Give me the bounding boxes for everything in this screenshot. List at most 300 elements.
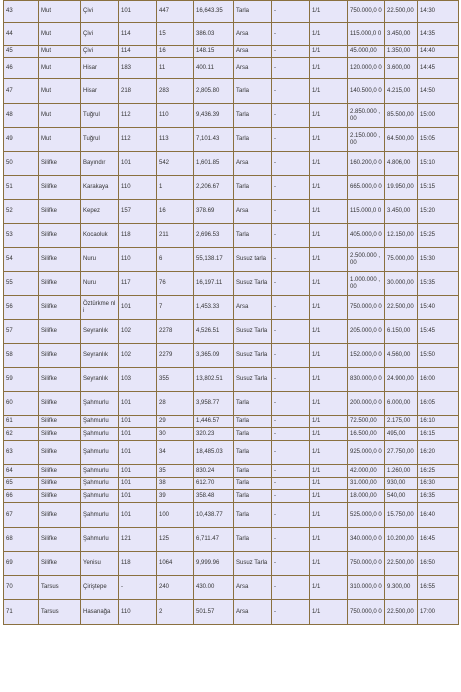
cell-block: 103 [119,368,157,392]
cell-no: 45 [4,46,39,58]
cell-district: Silifke [39,428,81,441]
cell-share: 1/1 [310,600,348,625]
cell-deposit: 22.500,00 [385,552,418,576]
table-row [4,79,459,104]
cell-time: 16:55 [418,576,459,600]
cell-area: 9,436.39 [194,104,234,128]
table-row [4,503,459,528]
cell-share: 1/1 [310,176,348,200]
cell-price: 2.850.000 ,00 [348,104,385,128]
cell-share: 1/1 [310,416,348,428]
cell-parcel: 35 [157,465,194,478]
cell-area: 320.23 [194,428,234,441]
cell-share: 1/1 [310,576,348,600]
cell-share: 1/1 [310,344,348,368]
cell-no: 52 [4,200,39,224]
cell-parcel: 11 [157,58,194,79]
cell-share: 1/1 [310,46,348,58]
cell-location: Şahmurlu [81,503,119,528]
cell-parcel: 16 [157,46,194,58]
cell-block: 102 [119,344,157,368]
cell-block: 101 [119,441,157,465]
cell-district: Mut [39,46,81,58]
cell-type: Tarla [234,224,272,248]
cell-deposit: 1.260,00 [385,465,418,478]
cell-deposit: 64.500,00 [385,128,418,152]
cell-price: 115.000,0 0 [348,200,385,224]
cell-location: Seyranlık [81,368,119,392]
table-row [4,23,459,46]
cell-time: 15:10 [418,152,459,176]
cell-price: 31.000,00 [348,478,385,490]
cell-block: 112 [119,104,157,128]
cell-parcel: 2279 [157,344,194,368]
cell-note: - [272,344,310,368]
cell-location: Hisar [81,79,119,104]
cell-time: 15:20 [418,200,459,224]
cell-parcel: 6 [157,248,194,272]
cell-district: Tarsus [39,576,81,600]
cell-location: Şahmurlu [81,441,119,465]
cell-no: 43 [4,1,39,23]
cell-area: 4,526.51 [194,320,234,344]
cell-block: 102 [119,320,157,344]
cell-block: 121 [119,528,157,552]
cell-no: 50 [4,152,39,176]
cell-price: 310.000,0 0 [348,576,385,600]
cell-share: 1/1 [310,152,348,176]
cell-no: 62 [4,428,39,441]
cell-district: Silifke [39,152,81,176]
cell-block: 183 [119,58,157,79]
cell-deposit: 19.950,00 [385,176,418,200]
cell-area: 148.15 [194,46,234,58]
cell-area: 378.69 [194,200,234,224]
cell-type: Tarla [234,428,272,441]
cell-deposit: 1.350,00 [385,46,418,58]
cell-note: - [272,224,310,248]
cell-district: Mut [39,79,81,104]
cell-parcel: 211 [157,224,194,248]
cell-location: Kepez [81,200,119,224]
cell-district: Mut [39,23,81,46]
cell-note: - [272,428,310,441]
cell-deposit: 15.750,00 [385,503,418,528]
cell-price: 42.000,00 [348,465,385,478]
cell-area: 18,485.03 [194,441,234,465]
cell-area: 400.11 [194,58,234,79]
cell-block: 101 [119,503,157,528]
cell-note: - [272,272,310,296]
cell-note: - [272,552,310,576]
cell-no: 68 [4,528,39,552]
cell-no: 49 [4,128,39,152]
cell-location: Şahmurlu [81,528,119,552]
cell-deposit: 4.560,00 [385,344,418,368]
cell-location: Şahmurlu [81,490,119,503]
cell-district: Silifke [39,200,81,224]
table-row [4,46,459,58]
cell-parcel: 7 [157,296,194,320]
cell-area: 1,601.85 [194,152,234,176]
cell-location: Çivi [81,46,119,58]
cell-district: Silifke [39,320,81,344]
cell-parcel: 240 [157,576,194,600]
cell-district: Silifke [39,478,81,490]
cell-parcel: 1064 [157,552,194,576]
cell-time: 16:10 [418,416,459,428]
cell-price: 830.000,0 0 [348,368,385,392]
cell-no: 59 [4,368,39,392]
table-row [4,344,459,368]
cell-time: 15:00 [418,104,459,128]
cell-type: Arsa [234,23,272,46]
cell-share: 1/1 [310,79,348,104]
cell-no: 61 [4,416,39,428]
table-row [4,58,459,79]
cell-price: 160.200,0 0 [348,152,385,176]
cell-note: - [272,46,310,58]
cell-no: 67 [4,503,39,528]
cell-time: 16:15 [418,428,459,441]
cell-area: 2,805.80 [194,79,234,104]
cell-no: 63 [4,441,39,465]
table-row [4,392,459,416]
cell-note: - [272,416,310,428]
cell-share: 1/1 [310,368,348,392]
cell-note: - [272,503,310,528]
table-row [4,441,459,465]
cell-deposit: 4.806,00 [385,152,418,176]
table-row [4,478,459,490]
cell-block: 110 [119,600,157,625]
cell-location: Çivi [81,23,119,46]
cell-area: 1,453.33 [194,296,234,320]
cell-note: - [272,58,310,79]
cell-no: 53 [4,224,39,248]
cell-share: 1/1 [310,320,348,344]
cell-no: 58 [4,344,39,368]
cell-share: 1/1 [310,1,348,23]
table-row [4,600,459,625]
cell-price: 115.000,0 0 [348,23,385,46]
cell-note: - [272,79,310,104]
cell-price: 750.000,0 0 [348,296,385,320]
cell-share: 1/1 [310,478,348,490]
table-row [4,368,459,392]
cell-block: 114 [119,46,157,58]
cell-no: 70 [4,576,39,600]
cell-parcel: 542 [157,152,194,176]
cell-location: Tuğrul [81,104,119,128]
cell-share: 1/1 [310,23,348,46]
cell-deposit: 75.000,00 [385,248,418,272]
cell-share: 1/1 [310,200,348,224]
cell-district: Silifke [39,272,81,296]
table-row [4,528,459,552]
cell-parcel: 34 [157,441,194,465]
cell-no: 71 [4,600,39,625]
cell-parcel: 125 [157,528,194,552]
cell-district: Tarsus [39,600,81,625]
cell-time: 15:15 [418,176,459,200]
cell-parcel: 16 [157,200,194,224]
cell-block: 110 [119,248,157,272]
cell-note: - [272,320,310,344]
cell-time: 15:25 [418,224,459,248]
cell-no: 64 [4,465,39,478]
table-row [4,465,459,478]
cell-type: Tarla [234,1,272,23]
cell-block: 118 [119,552,157,576]
cell-deposit: 6.150,00 [385,320,418,344]
cell-district: Silifke [39,552,81,576]
cell-area: 612.70 [194,478,234,490]
cell-note: - [272,465,310,478]
cell-type: Arsa [234,296,272,320]
cell-time: 16:30 [418,478,459,490]
cell-time: 15:40 [418,296,459,320]
cell-type: Tarla [234,176,272,200]
cell-location: Seyranlık [81,344,119,368]
cell-location: Tuğrul [81,128,119,152]
table-row [4,320,459,344]
cell-deposit: 9.300,00 [385,576,418,600]
cell-parcel: 1 [157,176,194,200]
cell-price: 750.000,0 0 [348,1,385,23]
cell-price: 925.000,0 0 [348,441,385,465]
cell-district: Silifke [39,176,81,200]
cell-price: 2.500.000 ,00 [348,248,385,272]
cell-note: - [272,128,310,152]
cell-block: 101 [119,478,157,490]
cell-share: 1/1 [310,465,348,478]
cell-type: Arsa [234,58,272,79]
cell-district: Mut [39,58,81,79]
cell-location: Seyranlık [81,320,119,344]
table-row [4,576,459,600]
cell-area: 430.00 [194,576,234,600]
table-row [4,272,459,296]
cell-time: 14:50 [418,79,459,104]
cell-type: Tarla [234,79,272,104]
cell-district: Mut [39,1,81,23]
cell-parcel: 113 [157,128,194,152]
cell-area: 830.24 [194,465,234,478]
table-row [4,490,459,503]
cell-price: 200.000,0 0 [348,392,385,416]
cell-block: 101 [119,490,157,503]
cell-deposit: 495,00 [385,428,418,441]
cell-area: 501.57 [194,600,234,625]
cell-type: Tarla [234,392,272,416]
cell-time: 16:00 [418,368,459,392]
cell-deposit: 3.450,00 [385,200,418,224]
cell-area: 2,696.53 [194,224,234,248]
cell-share: 1/1 [310,392,348,416]
cell-district: Silifke [39,392,81,416]
cell-location: Şahmurlu [81,465,119,478]
cell-no: 57 [4,320,39,344]
table-row [4,176,459,200]
table-row [4,416,459,428]
cell-note: - [272,23,310,46]
cell-district: Silifke [39,368,81,392]
cell-share: 1/1 [310,503,348,528]
cell-time: 16:45 [418,528,459,552]
cell-type: Tarla [234,503,272,528]
cell-type: Tarla [234,490,272,503]
cell-area: 2,206.67 [194,176,234,200]
parcel-table-body [4,1,459,625]
cell-price: 665.000,0 0 [348,176,385,200]
cell-type: Susuz tarla [234,248,272,272]
parcel-table [3,0,459,625]
cell-share: 1/1 [310,58,348,79]
cell-parcel: 2 [157,600,194,625]
cell-block: 101 [119,392,157,416]
cell-area: 16,643.35 [194,1,234,23]
cell-share: 1/1 [310,296,348,320]
cell-parcel: 15 [157,23,194,46]
cell-share: 1/1 [310,128,348,152]
cell-deposit: 540,00 [385,490,418,503]
cell-district: Silifke [39,528,81,552]
cell-price: 205.000,0 0 [348,320,385,344]
cell-block: 101 [119,296,157,320]
cell-price: 2.150.000 ,00 [348,128,385,152]
cell-location: Nuru [81,272,119,296]
cell-time: 14:45 [418,58,459,79]
cell-district: Silifke [39,416,81,428]
cell-no: 44 [4,23,39,46]
cell-time: 16:40 [418,503,459,528]
cell-location: Kocaoluk [81,224,119,248]
cell-no: 54 [4,248,39,272]
cell-time: 16:05 [418,392,459,416]
cell-deposit: 12.150,00 [385,224,418,248]
cell-block: 118 [119,224,157,248]
cell-area: 358.48 [194,490,234,503]
cell-area: 3,958.77 [194,392,234,416]
cell-note: - [272,600,310,625]
cell-block: 101 [119,416,157,428]
cell-location: Nuru [81,248,119,272]
table-row [4,200,459,224]
cell-area: 386.03 [194,23,234,46]
cell-type: Susuz Tarla [234,368,272,392]
cell-area: 6,711.47 [194,528,234,552]
cell-type: Tarla [234,104,272,128]
cell-deposit: 22.500,00 [385,600,418,625]
cell-time: 15:50 [418,344,459,368]
cell-deposit: 27.750,00 [385,441,418,465]
cell-price: 1.000.000 ,00 [348,272,385,296]
cell-deposit: 3.450,00 [385,23,418,46]
table-row [4,128,459,152]
cell-type: Arsa [234,200,272,224]
cell-price: 45.000,00 [348,46,385,58]
cell-no: 69 [4,552,39,576]
cell-parcel: 355 [157,368,194,392]
cell-area: 10,438.77 [194,503,234,528]
cell-deposit: 85.500,00 [385,104,418,128]
cell-time: 16:35 [418,490,459,503]
cell-note: - [272,490,310,503]
cell-district: Mut [39,104,81,128]
cell-type: Susuz Tarla [234,320,272,344]
cell-location: Şahmurlu [81,416,119,428]
cell-time: 16:20 [418,441,459,465]
cell-location: Öztürkme nli [81,296,119,320]
cell-parcel: 30 [157,428,194,441]
cell-time: 17:00 [418,600,459,625]
cell-deposit: 3.600,00 [385,58,418,79]
cell-parcel: 28 [157,392,194,416]
cell-type: Arsa [234,152,272,176]
cell-parcel: 2278 [157,320,194,344]
cell-parcel: 110 [157,104,194,128]
cell-time: 15:45 [418,320,459,344]
cell-parcel: 38 [157,478,194,490]
table-row [4,224,459,248]
cell-time: 15:30 [418,248,459,272]
cell-time: 15:05 [418,128,459,152]
cell-deposit: 24.900,00 [385,368,418,392]
cell-time: 14:40 [418,46,459,58]
cell-location: Bayındır [81,152,119,176]
cell-parcel: 100 [157,503,194,528]
table-row [4,152,459,176]
cell-no: 60 [4,392,39,416]
cell-note: - [272,152,310,176]
cell-location: Şahmurlu [81,478,119,490]
cell-price: 750.000,0 0 [348,552,385,576]
cell-deposit: 930,00 [385,478,418,490]
cell-time: 16:50 [418,552,459,576]
cell-district: Silifke [39,224,81,248]
cell-no: 51 [4,176,39,200]
cell-block: 110 [119,176,157,200]
cell-parcel: 76 [157,272,194,296]
cell-parcel: 29 [157,416,194,428]
cell-deposit: 22.500,00 [385,296,418,320]
cell-time: 16:25 [418,465,459,478]
cell-price: 140.500,0 0 [348,79,385,104]
cell-block: 157 [119,200,157,224]
cell-note: - [272,248,310,272]
cell-block: 101 [119,152,157,176]
cell-area: 9,999.96 [194,552,234,576]
cell-note: - [272,441,310,465]
cell-district: Silifke [39,465,81,478]
cell-deposit: 30.000,00 [385,272,418,296]
cell-block: 117 [119,272,157,296]
table-row [4,552,459,576]
cell-no: 46 [4,58,39,79]
cell-district: Silifke [39,490,81,503]
cell-note: - [272,200,310,224]
cell-type: Arsa [234,576,272,600]
cell-share: 1/1 [310,552,348,576]
cell-price: 750.000,0 0 [348,600,385,625]
cell-type: Tarla [234,441,272,465]
cell-deposit: 6.000,00 [385,392,418,416]
cell-location: Çivi [81,1,119,23]
cell-price: 525.000,0 0 [348,503,385,528]
cell-parcel: 39 [157,490,194,503]
cell-location: Karakaya [81,176,119,200]
